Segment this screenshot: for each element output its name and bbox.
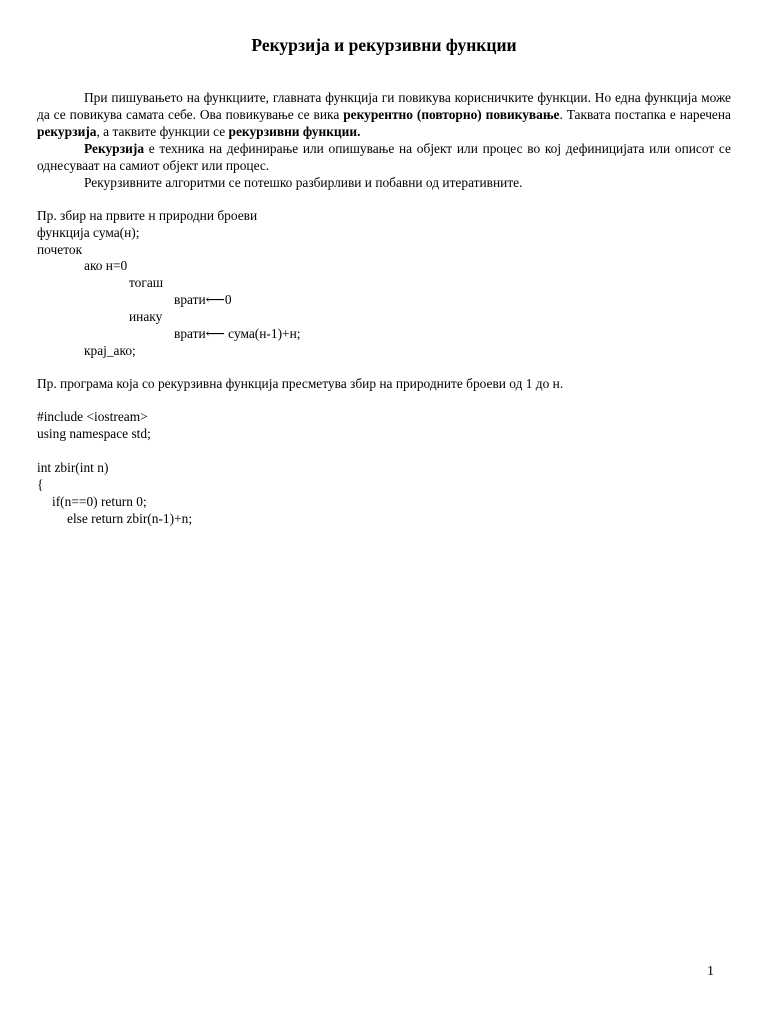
pseudocode-line: врати⟵ сума(н-1)+н; (174, 326, 301, 341)
page-number: 1 (707, 964, 714, 979)
paragraph-2 (37, 140, 731, 174)
code-line: using namespace std; (37, 426, 151, 441)
example1-caption: Пр. збир на првите н природни броеви (37, 208, 258, 223)
code-line: int zbir(int n) (37, 460, 109, 475)
bold-term: рекурзија (37, 124, 97, 139)
pseudocode-line: функција сума(н); (37, 225, 140, 240)
text-run: , а таквите функции се (96, 124, 229, 139)
paragraph-1 (37, 89, 731, 140)
pseudocode-line: ако н=0 (84, 258, 128, 273)
code-line: { (37, 477, 44, 492)
intro-paragraphs (37, 89, 731, 191)
document-page (37, 0, 731, 1024)
code-line: if(n==0) return 0; (52, 494, 147, 509)
paragraph-3 (37, 174, 731, 191)
pseudocode-line: врати⟵0 (174, 292, 232, 307)
bold-term: рекурентно (повторно) повикување (343, 107, 560, 122)
code-line: #include <iostream> (37, 409, 148, 424)
text-run: . Таквата постапка е наречена (559, 107, 731, 122)
text-run: При пишувањето на функциите, главната функција ги повикува корисничките функции. Но една функција може да се повикува самата себе. Ова повикување се вика (37, 90, 731, 122)
pseudocode-line: тогаш (129, 275, 164, 290)
code-line: else return zbir(n-1)+n; (67, 511, 193, 526)
bold-term: рекурзивни функции. (228, 124, 361, 139)
document-title: Рекурзија и рекурзивни функции (251, 35, 517, 55)
example2-caption: Пр. програма која со рекурзивна функција пресметува збир на природните броеви од 1 до н. (37, 376, 564, 391)
pseudocode-line: крај_ако; (84, 343, 136, 358)
bold-term: Рекурзија (84, 141, 145, 156)
text-run: е техника на дефинирање или опишување на објект или процес во кој дефиницијата или описот се однесуваат на самиот објект или процес. (37, 141, 731, 173)
pseudocode-line: почеток (37, 242, 83, 257)
text-run: Рекурзивните алгоритми се потешко разбирливи и побавни од итеративните. (84, 175, 523, 190)
pseudocode-line: инаку (129, 309, 163, 324)
